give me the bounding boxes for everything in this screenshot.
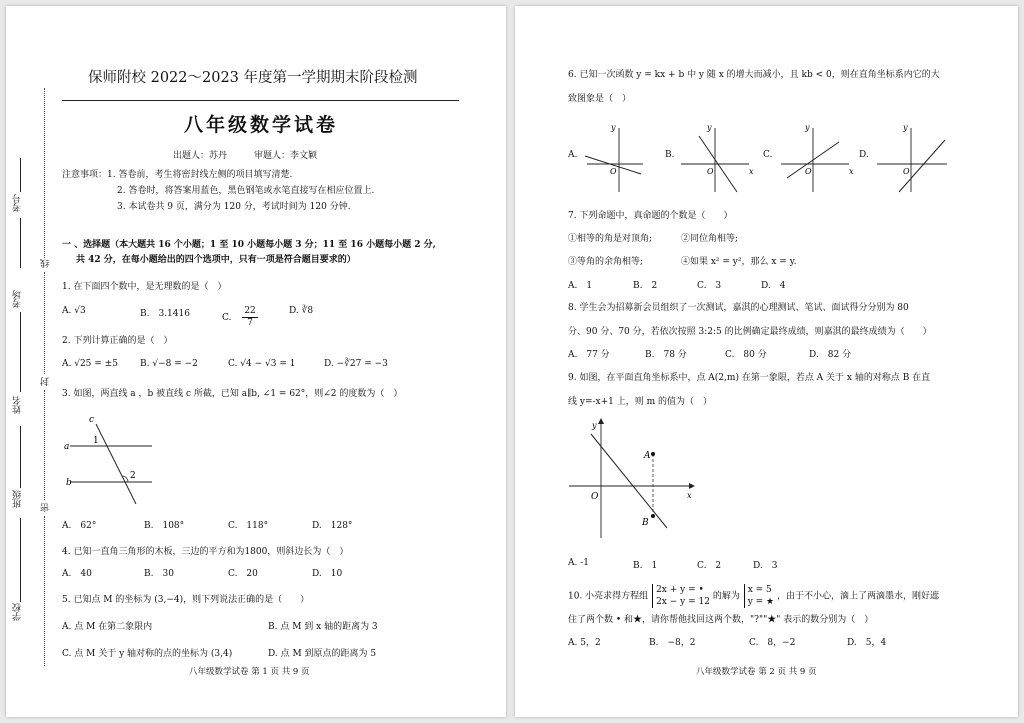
x-axis-arrow	[689, 483, 695, 489]
field-line	[20, 518, 21, 602]
q9-option-b: B. 1	[633, 561, 658, 571]
q6-graph-c	[777, 118, 857, 194]
q7-option-c: C. 3	[697, 281, 722, 291]
q1-option-d: D. ∛8	[289, 306, 314, 316]
field-line	[20, 426, 21, 488]
q7-statement-3: ③等角的余角相等;	[568, 257, 644, 267]
field-school-label: 学校	[13, 603, 23, 621]
axis-y-label: y	[805, 123, 810, 132]
note-3: 3. 本试卷共 9 页，满分为 120 分，考试时间为 120 分钟.	[117, 202, 351, 212]
q9-option-a: A. -1	[568, 558, 589, 568]
section-1-heading-cont: 共 42 分，在每小题给出的四个选项中，只有一项是符合题目要求的）	[76, 255, 356, 265]
q2-option-a: A. √25 = ±5	[62, 359, 118, 369]
field-line	[20, 158, 21, 192]
q9-option-c: C. 2	[697, 561, 722, 571]
seal-mark-secret: 密	[41, 503, 51, 512]
q8-option-d: D. 82 分	[809, 350, 852, 360]
field-class-label: 班级	[13, 490, 23, 508]
q2-option-d: D. −∛27 = −3	[324, 359, 388, 369]
q1-stem: 1. 在下面四个数中，是无理数的是（ ）	[62, 282, 227, 292]
q9-option-d: D. 3	[753, 561, 778, 571]
q4-option-a: A. 40	[62, 569, 92, 579]
q5-option-c: C. 点 M 关于 y 轴对称的点的坐标为 (3,4)	[62, 649, 233, 659]
field-name-label: 姓名	[13, 396, 23, 414]
q10-option-b: B. −8，2	[649, 638, 696, 648]
seal-dotted-line	[44, 272, 45, 374]
section-1-heading: 一 、选择题（本大题共 16 个小题；1 至 10 小题每小题 3 分；11 至 16 小题每小题 2 分,	[62, 240, 436, 250]
axis-x-label: x	[687, 491, 692, 500]
q7-option-a: A. 1	[568, 281, 593, 291]
point-b-label: B	[642, 518, 649, 528]
q8-option-c: C. 80 分	[725, 350, 767, 360]
q6-option-c-label: C.	[763, 150, 773, 160]
q7-stem: 7. 下列命题中，真命题的个数是（ ）	[568, 211, 733, 221]
seal-mark-seal: 封	[41, 377, 51, 386]
q3-figure	[64, 408, 164, 504]
label-b: b	[66, 478, 72, 488]
q2-option-b: B. √−8 = −2	[140, 359, 198, 369]
field-line	[20, 312, 21, 392]
q5-stem: 5. 已知点 M 的坐标为 (3,−4)，则下列说法正确的是（ ）	[62, 595, 310, 605]
q6-graph-d	[871, 118, 951, 194]
axis-x-label: x	[749, 167, 754, 176]
q6-option-b-label: B.	[665, 150, 675, 160]
page-2-footer: 八年级数学试卷 第 2 页 共 9 页	[696, 667, 817, 677]
point-b	[651, 514, 655, 518]
q9-stem-2: 线 y=-x+1 上，则 m 的值为（ ）	[568, 397, 712, 407]
seal-dotted-line	[44, 516, 45, 666]
label-a: a	[64, 442, 70, 452]
q10-stem-1: 10. 小亮求得方程组 2x + y = • 2x − y = 12 的解为 x = 5 y = ★ ，由于不小心，滴上了两滴墨水，刚好遮	[568, 585, 940, 607]
school-title: 保师附校 2022～2023 年度第一学期期末阶段检测	[88, 70, 418, 86]
q7-option-b: B. 2	[633, 281, 658, 291]
q7-option-d: D. 4	[761, 281, 786, 291]
q5-option-b: B. 点 M 到 x 轴的距离为 3	[268, 622, 378, 632]
axis-y-label: y	[707, 123, 712, 132]
exam-page-1	[6, 6, 506, 717]
axis-y-label: y	[592, 421, 597, 430]
q8-option-a: A. 77 分	[568, 350, 610, 360]
y-axis-arrow	[598, 418, 604, 424]
q10-option-d: D. 5，4	[847, 638, 887, 648]
exam-page-2	[515, 6, 1018, 717]
q6-stem-2: 致图象是（ ）	[568, 94, 632, 104]
label-angle-2: 2	[130, 471, 136, 481]
q6-stem-1: 6. 已知一次函数 y = kx + b 中 y 随 x 的增大而减小，且 kb < 0，则在直角坐标系内它的大	[568, 70, 940, 80]
q10-stem-2: 住了两个数 • 和★，请你帮他找回这两个数，"?""★" 表示的数分别为（ ）	[568, 615, 874, 625]
origin-label: O	[610, 167, 617, 176]
label-c: c	[89, 415, 95, 425]
q1-option-c: C. $\frac{22}{7}$	[222, 306, 256, 328]
q8-stem-2: 分、90 分、70 分，若依次按照 3:2:5 的比例确定最终成绩，则嘉淇的最终成绩为（ ）	[568, 327, 932, 337]
q10-option-c: C. 8，−2	[749, 638, 796, 648]
q4-stem: 4. 已知一直角三角形的木板，三边的平方和为1800，则斜边长为（ ）	[62, 547, 349, 557]
label-angle-1: 1	[93, 436, 99, 446]
q6-graph-b	[677, 118, 757, 194]
q8-option-b: B. 78 分	[645, 350, 687, 360]
field-exam-number-label: 考号	[13, 194, 23, 212]
q4-option-d: D. 10	[312, 569, 343, 579]
q5-option-d: D. 点 M 到原点的距离为 5	[268, 649, 377, 659]
axis-y-label: y	[903, 123, 908, 132]
q8-stem-1: 8. 学生会为招募新会员组织了一次测试，嘉淇的心理测试、笔试、面试得分分别为 80	[568, 303, 909, 313]
origin-label: O	[591, 492, 599, 502]
q7-statement-1: ①相等的角是对顶角;	[568, 234, 653, 244]
axis-x-label: x	[849, 167, 854, 176]
q2-option-c: C. √4 − √3 = 1	[228, 359, 296, 369]
q3-option-a: A. 62°	[62, 521, 97, 531]
q6-graph-a	[581, 118, 647, 194]
q3-option-d: D. 128°	[312, 521, 353, 531]
exam-title: 八年级数学试卷	[184, 114, 339, 136]
seal-dotted-line	[44, 390, 45, 500]
authors: 出题人：苏丹 审题人：李文颖	[173, 151, 318, 161]
q7-statement-4: ④如果 x² = y²，那么 x = y.	[681, 257, 797, 267]
q7-statement-2: ②同位角相等;	[681, 234, 739, 244]
line-y-eq-neg-x-plus-1	[591, 434, 667, 528]
point-a-label: A	[644, 451, 651, 461]
field-exam-room-label: 考场	[13, 290, 23, 308]
origin-label: O	[805, 167, 812, 176]
note-2: 2. 答卷时，将答案用蓝色，黑色钢笔或水笔直接写在相应位置上.	[117, 186, 375, 196]
q3-option-c: C. 118°	[228, 521, 269, 531]
point-a	[651, 452, 655, 456]
origin-label: O	[903, 167, 910, 176]
line-c	[96, 424, 136, 504]
q10-solution: x = 5 y = ★	[744, 584, 774, 608]
q1-option-a: A. √3	[62, 306, 86, 316]
q1-option-b: B. 3.1416	[140, 309, 190, 319]
q5-option-a: A. 点 M 在第二象限内	[62, 622, 153, 632]
q3-stem: 3. 如图，两直线 a ，b 被直线 c 所截，已知 a∥b, ∠1 = 62°，则∠2 的度数为（ ）	[62, 389, 403, 399]
page-1-footer: 八年级数学试卷 第 1 页 共 9 页	[189, 667, 310, 677]
seal-mark-line: 线	[41, 259, 51, 268]
q4-option-b: B. 30	[144, 569, 174, 579]
q2-stem: 2. 下列计算正确的是（ ）	[62, 336, 173, 346]
q6-option-d-label: D.	[859, 150, 869, 160]
q4-option-c: C. 20	[228, 569, 258, 579]
q10-equation-system: 2x + y = • 2x − y = 12	[652, 584, 710, 608]
q9-stem-1: 9. 如图，在平面直角坐标系中，点 A(2,m) 在第一象限，若点 A 关于 x 轴的对称点 B 在直	[568, 373, 931, 383]
axis-y-label: y	[611, 123, 616, 132]
q10-option-a: A. 5，2	[568, 638, 601, 648]
title-rule	[62, 100, 459, 101]
note-1: 注意事项：1. 答卷前，考生将密封线左侧的项目填写清楚.	[62, 170, 293, 180]
seal-dotted-line	[44, 88, 45, 258]
q6-option-a-label: A.	[568, 150, 578, 160]
origin-label: O	[707, 167, 714, 176]
q9-figure	[565, 416, 705, 546]
field-line	[20, 218, 21, 268]
q3-option-b: B. 108°	[144, 521, 185, 531]
